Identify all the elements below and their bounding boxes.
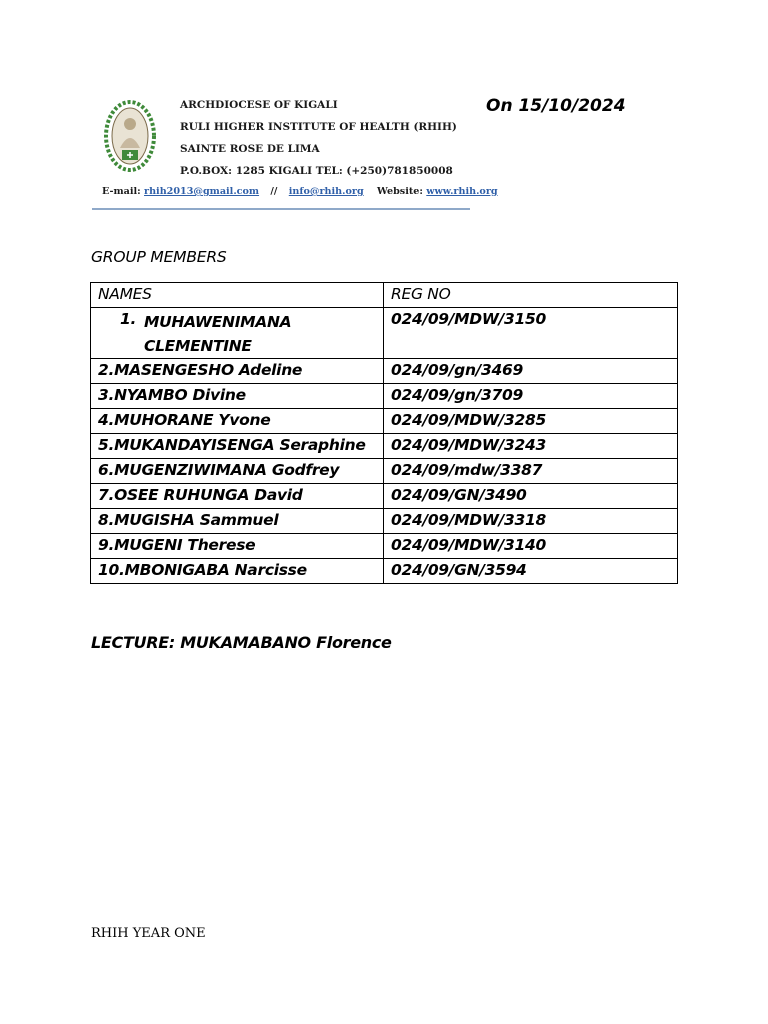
table-row [91, 559, 678, 584]
email-link-2[interactable]: info@rhih.org [288, 186, 364, 197]
member-name-cell: 9.MUGENI Therese [91, 534, 384, 559]
table-row [91, 409, 678, 434]
member-name-cell: 7.OSEE RUHUNGA David [91, 484, 384, 509]
member-reg-cell: 024/09/gn/3469 [384, 359, 678, 384]
letterhead-line: P.O.BOX: 1285 KIGALI TEL: (+250)781850008 [180, 165, 453, 177]
names-header: NAMES [91, 283, 384, 308]
table-row [91, 509, 678, 534]
table-row [91, 434, 678, 459]
email-label: E-mail: [102, 186, 141, 197]
group-members-heading: GROUP MEMBERS [91, 248, 227, 266]
member-name-cell: 3.NYAMBO Divine [91, 384, 384, 409]
table-row [91, 384, 678, 409]
member-name-cell: 6.MUGENZIWIMANA Godfrey [91, 459, 384, 484]
lecturer-line: LECTURE: MUKAMABANO Florence [91, 633, 392, 652]
table-row [91, 359, 678, 384]
letterhead-line: RULI HIGHER INSTITUTE OF HEALTH (RHIH) [180, 121, 457, 133]
table-row [91, 484, 678, 509]
member-reg-cell: 024/09/MDW/3318 [384, 509, 678, 534]
member-name-cell: 10.MBONIGABA Narcisse [91, 559, 384, 584]
member-reg-cell: 024/09/GN/3594 [384, 559, 678, 584]
letterhead-contact [102, 186, 498, 197]
member-reg-cell: 024/09/GN/3490 [384, 484, 678, 509]
table-row [91, 459, 678, 484]
list-number: 1. [120, 310, 137, 328]
member-reg-cell: 024/09/MDW/3243 [384, 434, 678, 459]
member-reg-cell: 024/09/MDW/3140 [384, 534, 678, 559]
member-name-cell [91, 308, 384, 359]
document-date: On 15/10/2024 [486, 96, 626, 116]
table-row [91, 308, 678, 359]
member-reg-cell: 024/09/gn/3709 [384, 384, 678, 409]
website-link[interactable]: www.rhih.org [426, 186, 498, 197]
institute-logo-icon [104, 98, 156, 174]
letterhead-line: ARCHDIOCESE OF KIGALI [180, 99, 338, 111]
member-reg-cell: 024/09/MDW/3285 [384, 409, 678, 434]
letterhead-rule [92, 208, 470, 210]
group-members-table [90, 282, 678, 584]
page-footer: RHIH YEAR ONE [91, 926, 206, 941]
member-name: MUHAWENIMANA CLEMENTINE [144, 313, 292, 355]
table-row [91, 534, 678, 559]
email-link-1[interactable]: rhih2013@gmail.com [144, 186, 260, 197]
reg-no-header: REG NO [384, 283, 678, 308]
member-name-cell: 8.MUGISHA Sammuel [91, 509, 384, 534]
member-reg-cell: 024/09/mdw/3387 [384, 459, 678, 484]
separator: // [270, 186, 278, 197]
member-name-cell: 2.MASENGESHO Adeline [91, 359, 384, 384]
table-header-row [91, 283, 678, 308]
letterhead [92, 88, 498, 216]
member-name-cell: 4.MUHORANE Yvone [91, 409, 384, 434]
member-name-cell: 5.MUKANDAYISENGA Seraphine [91, 434, 384, 459]
member-reg-cell: 024/09/MDW/3150 [384, 308, 678, 359]
website-label: Website: [377, 186, 423, 197]
letterhead-line: SAINTE ROSE DE LIMA [180, 143, 320, 155]
